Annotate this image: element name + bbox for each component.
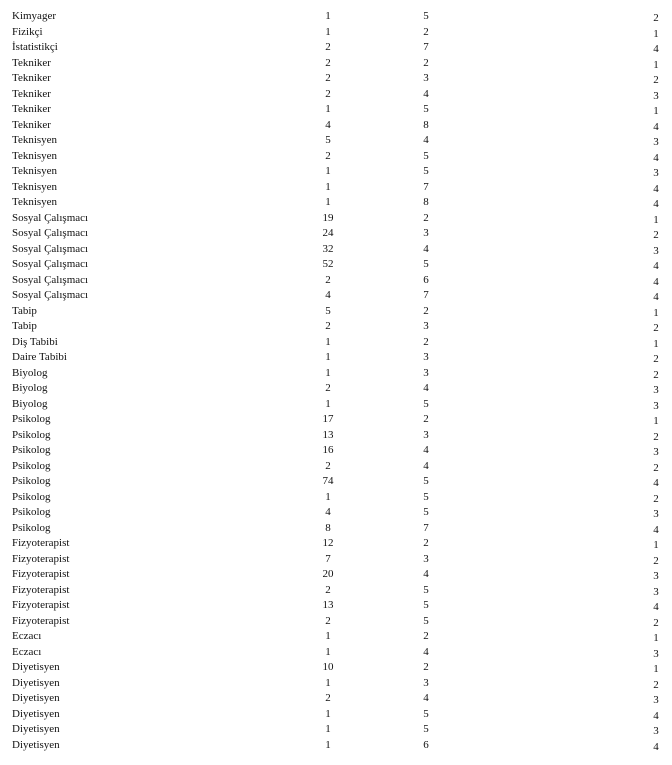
table-row	[0, 583, 672, 599]
level-value: 5	[423, 506, 429, 518]
job-title: Fizyoterapist	[12, 599, 70, 611]
job-title: Sosyal Çalışmacı	[12, 211, 89, 224]
level-value: 5	[423, 165, 429, 177]
count-value: 52	[322, 258, 334, 270]
job-title: Tabip	[12, 320, 37, 332]
table-row	[0, 304, 672, 320]
rank-value: 4	[653, 291, 659, 303]
table-row	[0, 474, 672, 490]
rank-value: 2	[653, 368, 659, 381]
level-value: 7	[423, 521, 429, 534]
job-title: Psikolog	[12, 506, 51, 518]
count-value: 1	[325, 723, 331, 735]
table-row	[0, 180, 672, 196]
table-row	[0, 614, 672, 630]
job-title: Biyolog	[12, 366, 48, 379]
job-title: Tabip	[12, 304, 37, 317]
job-title: Sosyal Çalışmacı	[12, 273, 89, 286]
table-row	[0, 521, 672, 537]
count-value: 16	[322, 444, 334, 456]
level-value: 6	[423, 738, 429, 751]
job-title: Sosyal Çalışmacı	[12, 227, 89, 239]
rank-value: 4	[653, 523, 659, 536]
level-value: 5	[423, 475, 429, 487]
level-value: 2	[423, 537, 429, 549]
count-value: 2	[325, 692, 331, 704]
table-row	[0, 629, 672, 645]
count-value: 1	[325, 180, 331, 193]
level-value: 4	[423, 459, 429, 472]
count-value: 2	[325, 583, 331, 596]
table-row	[0, 366, 672, 382]
count-value: 10	[322, 661, 334, 673]
level-value: 2	[423, 211, 429, 224]
table-row	[0, 102, 672, 118]
job-title: Sosyal Çalışmacı	[12, 258, 89, 270]
job-title: İstatistikçi	[12, 41, 58, 53]
rank-value: 1	[653, 539, 659, 551]
count-value: 1	[325, 196, 331, 208]
job-title: Fizyoterapist	[12, 552, 70, 565]
table-row	[0, 707, 672, 723]
job-title: Fizikçi	[12, 25, 43, 38]
level-value: 2	[423, 630, 429, 642]
table-row	[0, 226, 672, 242]
rank-value: 4	[653, 260, 659, 272]
count-value: 13	[322, 428, 334, 441]
table-row	[0, 257, 672, 273]
job-title: Fizyoterapist	[12, 614, 70, 627]
table-row	[0, 71, 672, 87]
count-value: 1	[325, 366, 331, 379]
level-value: 4	[423, 444, 429, 456]
table-row	[0, 645, 672, 661]
rank-value: 4	[653, 709, 659, 722]
table-row	[0, 691, 672, 707]
job-title: Fizyoterapist	[12, 537, 70, 549]
job-title: Teknisyen	[12, 149, 58, 162]
rank-value: 2	[653, 492, 659, 505]
job-title: Tekniker	[12, 72, 51, 84]
count-value: 2	[325, 56, 331, 69]
job-title: Biyolog	[12, 382, 48, 394]
rank-value: 1	[653, 58, 659, 71]
job-title: Eczacı	[12, 630, 42, 642]
rank-value: 1	[653, 105, 659, 117]
level-value: 3	[423, 552, 429, 565]
level-value: 3	[423, 320, 429, 332]
rank-value: 3	[653, 508, 659, 520]
table-row	[0, 552, 672, 568]
count-value: 1	[325, 676, 331, 689]
count-value: 2	[325, 87, 331, 100]
rank-value: 3	[653, 399, 659, 412]
level-value: 5	[423, 258, 429, 270]
rank-value: 1	[653, 632, 659, 644]
job-title: Teknisyen	[12, 180, 58, 193]
count-value: 1	[325, 351, 331, 363]
table-row	[0, 443, 672, 459]
rank-value: 2	[653, 229, 659, 241]
level-value: 5	[423, 707, 429, 720]
table-row	[0, 676, 672, 692]
staff-table	[0, 9, 672, 753]
level-value: 4	[423, 382, 429, 394]
count-value: 13	[322, 599, 334, 611]
level-value: 3	[423, 72, 429, 84]
table-row	[0, 350, 672, 366]
level-value: 5	[423, 599, 429, 611]
rank-value: 4	[653, 275, 659, 288]
table-row	[0, 87, 672, 103]
rank-value: 3	[653, 167, 659, 179]
level-value: 4	[423, 134, 429, 146]
count-value: 8	[325, 521, 331, 534]
table-row	[0, 242, 672, 258]
rank-value: 3	[653, 136, 659, 148]
count-value: 1	[325, 490, 331, 503]
count-value: 1	[325, 645, 331, 658]
rank-value: 3	[653, 725, 659, 737]
table-row	[0, 567, 672, 583]
rank-value: 2	[653, 322, 659, 334]
count-value: 1	[325, 738, 331, 751]
level-value: 2	[423, 335, 429, 348]
table-row	[0, 412, 672, 428]
table-row	[0, 660, 672, 676]
job-title: Tekniker	[12, 56, 51, 69]
rank-value: 1	[653, 27, 659, 40]
level-value: 4	[423, 692, 429, 704]
count-value: 32	[322, 242, 334, 255]
table-row	[0, 56, 672, 72]
job-title: Psikolog	[12, 475, 51, 487]
level-value: 5	[423, 103, 429, 115]
count-value: 2	[325, 41, 331, 53]
count-value: 2	[325, 72, 331, 84]
count-value: 24	[322, 227, 334, 239]
level-value: 3	[423, 227, 429, 239]
job-title: Teknisyen	[12, 196, 58, 208]
job-title: Fizyoterapist	[12, 583, 70, 596]
level-value: 2	[423, 413, 429, 425]
rank-value: 1	[653, 337, 659, 350]
job-title: Psikolog	[12, 490, 51, 503]
count-value: 1	[325, 165, 331, 177]
table-row	[0, 319, 672, 335]
job-title: Eczacı	[12, 645, 42, 658]
level-value: 3	[423, 366, 429, 379]
count-value: 5	[325, 134, 331, 146]
table-row	[0, 118, 672, 134]
count-value: 2	[325, 320, 331, 332]
level-value: 5	[423, 614, 429, 627]
count-value: 17	[322, 413, 334, 425]
job-title: Teknisyen	[12, 165, 58, 177]
count-value: 2	[325, 382, 331, 394]
count-value: 1	[325, 707, 331, 720]
job-title: Fizyoterapist	[12, 568, 70, 580]
job-title: Psikolog	[12, 521, 51, 534]
count-value: 12	[322, 537, 334, 549]
rank-value: 4	[653, 151, 659, 164]
level-value: 7	[423, 180, 429, 193]
rank-value: 4	[653, 601, 659, 613]
count-value: 1	[325, 397, 331, 410]
table-row	[0, 459, 672, 475]
table-row	[0, 40, 672, 56]
rank-value: 3	[653, 647, 659, 660]
level-value: 5	[423, 397, 429, 410]
table-row	[0, 397, 672, 413]
job-title: Diyetisyen	[12, 707, 60, 720]
level-value: 8	[423, 118, 429, 131]
level-value: 4	[423, 645, 429, 658]
table-row	[0, 133, 672, 149]
table-row	[0, 722, 672, 738]
rank-value: 1	[653, 415, 659, 427]
rank-value: 3	[653, 585, 659, 598]
rank-value: 4	[653, 182, 659, 195]
job-title: Diyetisyen	[12, 723, 60, 735]
count-value: 1	[325, 630, 331, 642]
job-title: Teknisyen	[12, 134, 58, 146]
table-row	[0, 195, 672, 211]
table-row	[0, 25, 672, 41]
rank-value: 3	[653, 446, 659, 458]
rank-value: 3	[653, 384, 659, 396]
job-title: Diş Tabibi	[12, 335, 58, 348]
rank-value: 2	[653, 678, 659, 691]
job-title: Kimyager	[12, 10, 56, 22]
count-value: 2	[325, 273, 331, 286]
job-title: Daire Tabibi	[12, 351, 67, 363]
rank-value: 2	[653, 461, 659, 474]
table-row	[0, 164, 672, 180]
job-title: Psikolog	[12, 428, 51, 441]
rank-value: 3	[653, 89, 659, 102]
level-value: 5	[423, 149, 429, 162]
rank-value: 2	[653, 616, 659, 629]
count-value: 1	[325, 10, 331, 22]
level-value: 7	[423, 41, 429, 53]
level-value: 6	[423, 273, 429, 286]
level-value: 5	[423, 583, 429, 596]
level-value: 7	[423, 289, 429, 301]
rank-value: 4	[653, 477, 659, 489]
count-value: 74	[322, 475, 334, 487]
job-title: Tekniker	[12, 118, 51, 131]
job-title: Diyetisyen	[12, 676, 60, 689]
rank-value: 3	[653, 694, 659, 706]
level-value: 8	[423, 196, 429, 208]
table-row	[0, 536, 672, 552]
rank-value: 2	[653, 554, 659, 567]
job-title: Tekniker	[12, 103, 51, 115]
rank-value: 4	[653, 120, 659, 133]
table-row	[0, 149, 672, 165]
table-row	[0, 288, 672, 304]
rank-value: 1	[653, 306, 659, 319]
level-value: 5	[423, 10, 429, 22]
level-value: 2	[423, 56, 429, 69]
level-value: 4	[423, 568, 429, 580]
job-title: Diyetisyen	[12, 692, 60, 704]
count-value: 1	[325, 103, 331, 115]
level-value: 3	[423, 676, 429, 689]
rank-value: 1	[653, 663, 659, 675]
job-title: Diyetisyen	[12, 738, 60, 751]
level-value: 2	[423, 25, 429, 38]
job-title: Sosyal Çalışmacı	[12, 242, 89, 255]
rank-value: 3	[653, 570, 659, 582]
job-title: Psikolog	[12, 459, 51, 472]
level-value: 2	[423, 304, 429, 317]
level-value: 4	[423, 242, 429, 255]
table-row	[0, 9, 672, 25]
count-value: 4	[325, 289, 331, 301]
rank-value: 2	[653, 12, 659, 24]
rank-value: 2	[653, 353, 659, 365]
count-value: 1	[325, 335, 331, 348]
count-value: 4	[325, 118, 331, 131]
level-value: 2	[423, 661, 429, 673]
job-title: Psikolog	[12, 444, 51, 456]
count-value: 19	[322, 211, 334, 224]
job-title: Tekniker	[12, 87, 51, 100]
level-value: 3	[423, 351, 429, 363]
count-value: 2	[325, 149, 331, 162]
table-row	[0, 273, 672, 289]
table-row	[0, 428, 672, 444]
rank-value: 2	[653, 430, 659, 443]
count-value: 2	[325, 614, 331, 627]
level-value: 4	[423, 87, 429, 100]
rank-value: 4	[653, 740, 659, 753]
table-row	[0, 598, 672, 614]
rank-value: 2	[653, 74, 659, 86]
table-row	[0, 381, 672, 397]
rank-value: 4	[653, 198, 659, 210]
count-value: 2	[325, 459, 331, 472]
job-title: Psikolog	[12, 413, 51, 425]
table-row	[0, 335, 672, 351]
level-value: 5	[423, 490, 429, 503]
count-value: 20	[322, 568, 334, 580]
count-value: 1	[325, 25, 331, 38]
count-value: 5	[325, 304, 331, 317]
level-value: 5	[423, 723, 429, 735]
rank-value: 1	[653, 213, 659, 226]
table-row	[0, 738, 672, 754]
count-value: 7	[325, 552, 331, 565]
job-title: Sosyal Çalışmacı	[12, 289, 89, 301]
count-value: 4	[325, 506, 331, 518]
job-title: Biyolog	[12, 397, 48, 410]
rank-value: 3	[653, 244, 659, 257]
table-row	[0, 490, 672, 506]
rank-value: 4	[653, 43, 659, 55]
job-title: Diyetisyen	[12, 661, 60, 673]
level-value: 3	[423, 428, 429, 441]
table-row	[0, 505, 672, 521]
table-row	[0, 211, 672, 227]
